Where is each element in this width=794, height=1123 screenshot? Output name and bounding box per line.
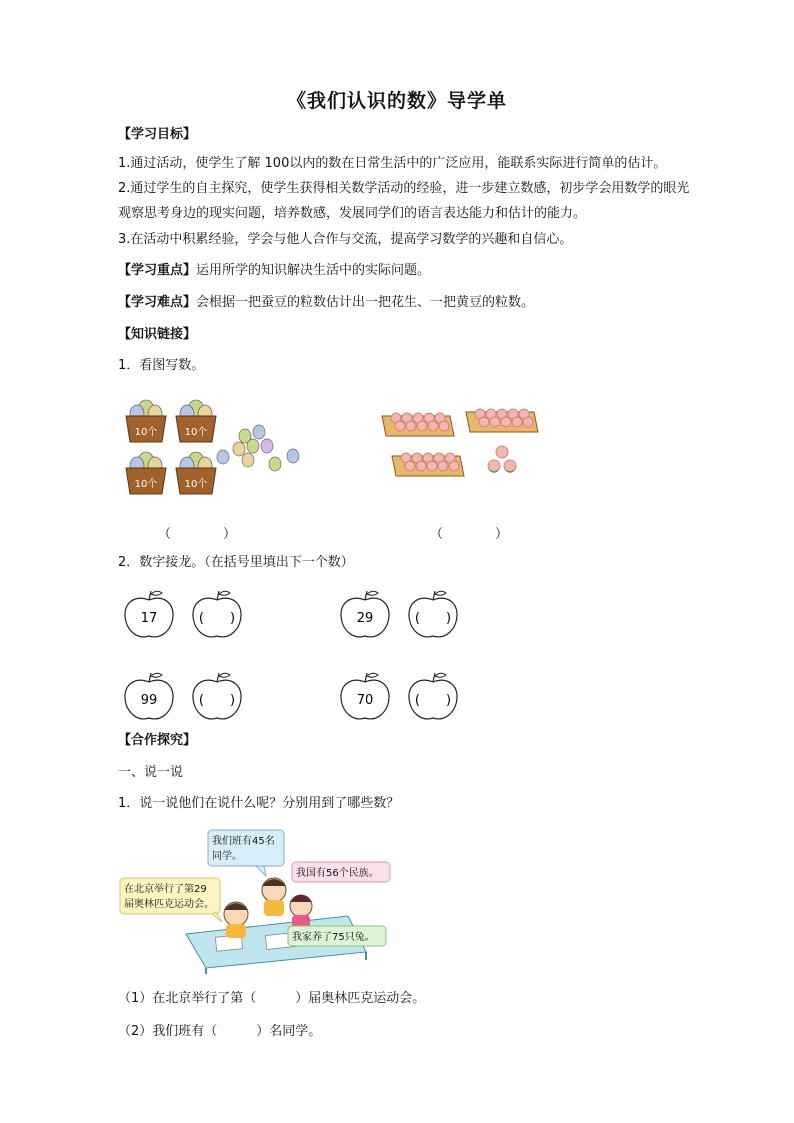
- difficulty-text: 会根据一把蚕豆的粒数估计出一把花生、一把黄豆的粒数。: [196, 295, 535, 310]
- key-point-line: [118, 262, 430, 280]
- goal-item-2: 2.通过学生的自主探究，使学生获得相关数学活动的经验，进一步建立数感，初步学会用数学的眼光: [118, 181, 690, 196]
- apple-blank[interactable]: ( ): [414, 693, 452, 708]
- apple-pair-4: [338, 670, 463, 724]
- peach-trays-illustration: [380, 404, 550, 488]
- apple-number: 29: [356, 611, 374, 626]
- child-figure: [224, 902, 248, 938]
- apple-icon: [409, 673, 457, 719]
- key-point-label: 【学习重点】: [118, 263, 197, 278]
- explore-q1: 1．说一说他们在说什么呢？分别用到了哪些数？: [118, 796, 400, 811]
- apple-pair-3: [122, 670, 247, 724]
- peach-tray-icon: [466, 409, 538, 432]
- speech-bubble: [292, 862, 390, 882]
- loose-eggs-icon: [217, 425, 299, 471]
- apple-number: 17: [140, 611, 158, 626]
- peach-tray-icon: [382, 413, 454, 436]
- page-title: 《我们认识的数》导学单: [286, 90, 507, 112]
- links-q2: 2．数字接龙。（在括号里填出下一个数）: [118, 555, 354, 570]
- child-figure: [262, 878, 286, 916]
- goals-heading: 【学习目标】: [118, 127, 197, 142]
- apple-pair-1: [122, 588, 247, 642]
- fill-question-2: （2）我们班有（ ）名同学。: [118, 1024, 322, 1039]
- classroom-illustration: [116, 826, 396, 974]
- apple-pair-2: [338, 588, 463, 642]
- apple-blank[interactable]: ( ): [414, 611, 452, 626]
- links-q1: 1．看图写数。: [118, 358, 205, 373]
- apple-icon: [125, 673, 173, 719]
- peach-tray-icon: [392, 453, 464, 476]
- svg-text:10个: 10个: [184, 427, 208, 438]
- difficulty-line: [118, 294, 534, 312]
- apple-blank[interactable]: ( ): [198, 693, 236, 708]
- goal-item-3: 3.在活动中积累经验，学会与他人合作与交流，提高学习数学的兴趣和自信心。: [118, 232, 573, 247]
- bubble-text: 我国有56个民族。: [296, 868, 379, 879]
- apple-blank[interactable]: ( ): [198, 611, 236, 626]
- difficulty-label: 【学习难点】: [118, 295, 197, 310]
- apple-icon: [341, 591, 389, 637]
- basket-icon: [176, 452, 216, 494]
- bubble-text: 我们班有45名: [212, 836, 275, 847]
- goal-item-1: 1.通过活动，使学生了解 100以内的数在日常生活中的广泛应用，能联系实际进行简单的估计。: [118, 156, 667, 171]
- explore-heading: 【合作探究】: [118, 733, 197, 748]
- basket-icon: [176, 400, 216, 442]
- svg-text:10个: 10个: [134, 427, 158, 438]
- bubble-text: 我家养了75只兔。: [292, 932, 375, 943]
- answer-blank-left[interactable]: （ ）: [158, 527, 237, 542]
- fill-question-1: （1）在北京举行了第（ ）届奥林匹克运动会。: [118, 991, 426, 1006]
- explore-sub: 一、说一说: [118, 765, 184, 780]
- apple-icon: [341, 673, 389, 719]
- key-point-text: 运用所学的知识解决生活中的实际问题。: [196, 263, 431, 278]
- links-heading: 【知识链接】: [118, 327, 197, 342]
- apple-number: 70: [356, 693, 374, 708]
- speech-bubble: [208, 830, 284, 876]
- speech-bubble: [120, 878, 222, 922]
- speech-bubble: [288, 926, 386, 946]
- basket-icon: [126, 400, 166, 442]
- apple-icon: [193, 591, 241, 637]
- apple-icon: [125, 591, 173, 637]
- egg-baskets-illustration: [120, 388, 310, 498]
- apple-icon: [193, 673, 241, 719]
- answer-blank-right[interactable]: （ ）: [430, 527, 509, 542]
- goal-item-2-cont: 观察思考身边的现实问题，培养数感，发展同学们的语言表达能力和估计的能力。: [118, 206, 587, 221]
- apple-number: 99: [140, 693, 158, 708]
- svg-text:10个: 10个: [184, 479, 208, 490]
- loose-peaches-icon: [488, 446, 516, 472]
- bubble-text: 同学。: [212, 851, 242, 862]
- apple-icon: [409, 591, 457, 637]
- bubble-text: 届奥林匹克运动会。: [124, 899, 214, 910]
- bubble-text: 在北京举行了第29: [124, 884, 207, 895]
- basket-icon: [126, 452, 166, 494]
- svg-text:10个: 10个: [134, 479, 158, 490]
- child-figure: [290, 895, 312, 929]
